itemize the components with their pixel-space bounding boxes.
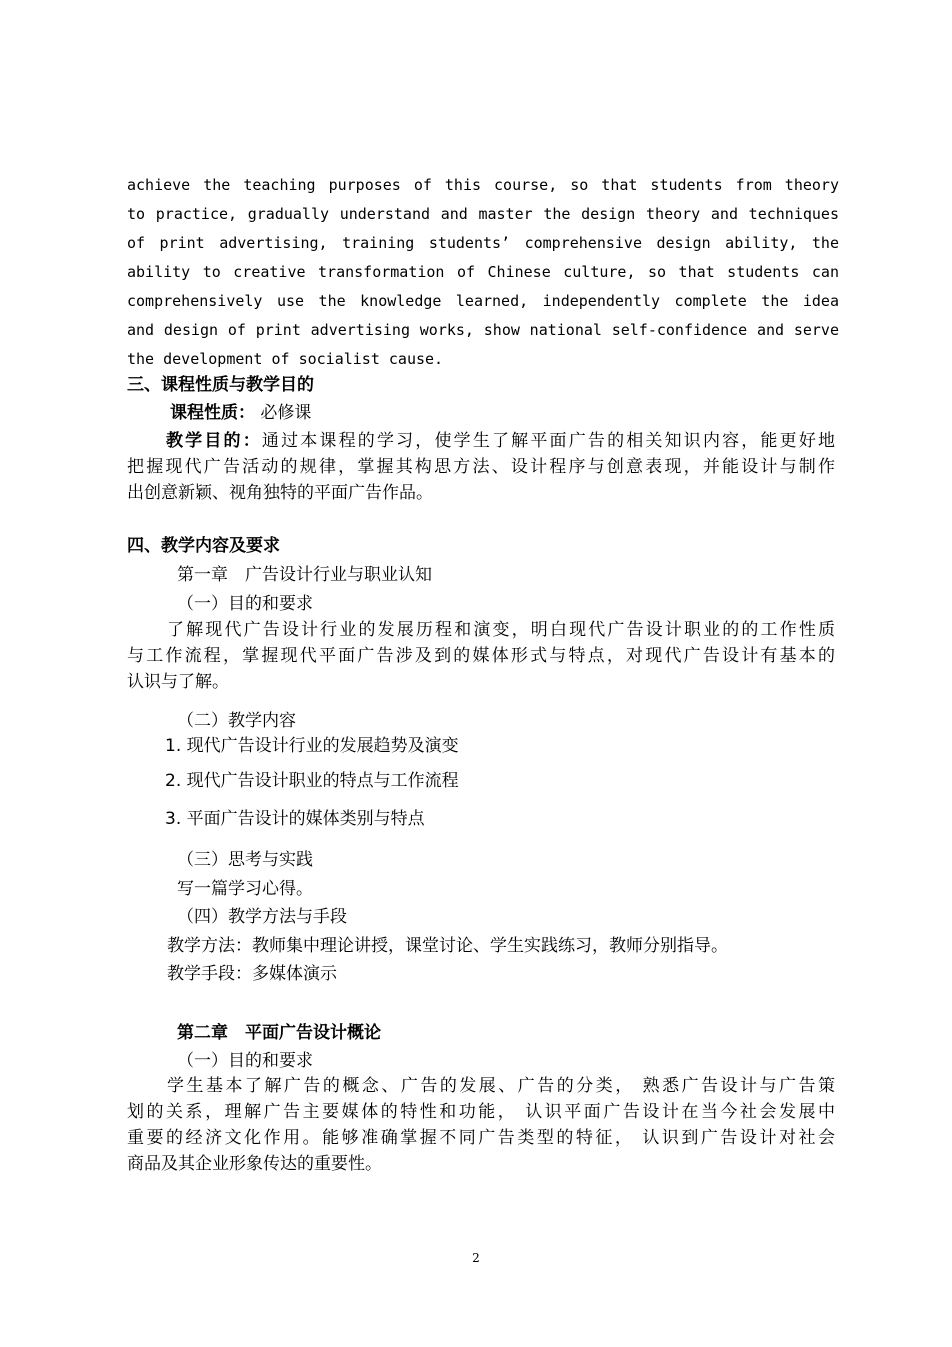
section-heading-course-nature: 三、课程性质与教学目的	[127, 375, 314, 395]
text-line: and design of print advertising works, show national self-confidence and serve	[127, 321, 839, 339]
content-list-item	[165, 768, 459, 794]
text-line: achieve the teaching purposes of this course, so that students from theory	[127, 176, 839, 194]
text-line: the development of socialist cause.	[127, 350, 444, 368]
teaching-purpose-text: 通过本课程的学习，使学生了解平面广告的相关知识内容，能更好地	[261, 431, 836, 451]
page-number: 2	[472, 1251, 480, 1265]
list-item-number: 3.	[165, 809, 182, 829]
content-list-item	[165, 806, 425, 832]
list-item-text: 现代广告设计职业的特点与工作流程	[186, 771, 459, 791]
text-line: 出创意新颖、视角独特的平面广告作品。	[127, 483, 433, 503]
chapter-one-method-heading: （四）教学方法与手段	[177, 907, 347, 927]
text-line: to practice, gradually understand and master the design theory and techniques	[127, 205, 839, 223]
list-item-text: 现代广告设计行业的发展趋势及演变	[186, 736, 459, 756]
text-line: 学生基本了解广告的概念、广告的发展、广告的分类， 熟悉广告设计与广告策	[167, 1076, 835, 1096]
text-line: 重要的经济文化作用。能够准确掌握不同广告类型的特征， 认识到广告设计对社会	[127, 1128, 835, 1148]
course-nature-value: 必修课	[260, 403, 312, 423]
intro-english-paragraph	[127, 171, 839, 374]
chapter-one-goal-paragraph	[127, 617, 835, 695]
text-line: 划的关系，理解广告主要媒体的特性和功能， 认识平面广告设计在当今社会发展中	[127, 1102, 835, 1122]
list-item-number: 2.	[165, 771, 182, 791]
chapter-one-title: 第一章 广告设计行业与职业认知	[177, 565, 432, 585]
chapter-one-means-text: 教学手段：多媒体演示	[167, 964, 337, 984]
list-item-number: 1.	[165, 736, 182, 756]
text-line: of print advertising, training students’ comprehensive design ability, the	[127, 234, 839, 252]
chapter-two-title: 第二章 平面广告设计概论	[177, 1023, 381, 1043]
text-line: 把握现代广告活动的规律，掌握其构思方法、设计程序与创意表现，并能设计与制作	[127, 457, 835, 477]
text-line: 与工作流程，掌握现代平面广告涉及到的媒体形式与特点，对现代广告设计有基本的	[127, 646, 835, 666]
text-line: ability to creative transformation of Chinese culture, so that students can	[127, 263, 839, 281]
course-nature-line	[170, 400, 311, 426]
chapter-one-goal-heading: （一）目的和要求	[177, 594, 313, 614]
teaching-purpose-paragraph	[127, 428, 835, 506]
teaching-purpose-label: 教学目的：	[166, 431, 262, 451]
chapter-one-content-heading: （二）教学内容	[177, 711, 296, 731]
text-line: 了解现代广告设计行业的发展历程和演变，明白现代广告设计职业的的工作性质	[167, 620, 835, 640]
list-item-text: 平面广告设计的媒体类别与特点	[186, 809, 425, 829]
chapter-one-practice-text: 写一篇学习心得。	[177, 879, 313, 899]
text-line: 商品及其企业形象传达的重要性。	[127, 1154, 382, 1174]
course-nature-label: 课程性质：	[170, 403, 255, 423]
content-list-item	[165, 733, 459, 759]
section-heading-teaching-content: 四、教学内容及要求	[127, 536, 280, 556]
text-line	[127, 428, 835, 454]
chapter-one-practice-heading: （三）思考与实践	[177, 850, 313, 870]
text-line: 认识与了解。	[127, 672, 229, 692]
chapter-one-method-text: 教学方法：教师集中理论讲授，课堂讨论、学生实践练习，教师分别指导。	[167, 936, 728, 956]
chapter-two-goal-paragraph	[127, 1073, 835, 1177]
text-line: comprehensively use the knowledge learned, independently complete the idea	[127, 292, 839, 310]
chapter-two-goal-heading: （一）目的和要求	[177, 1051, 313, 1071]
